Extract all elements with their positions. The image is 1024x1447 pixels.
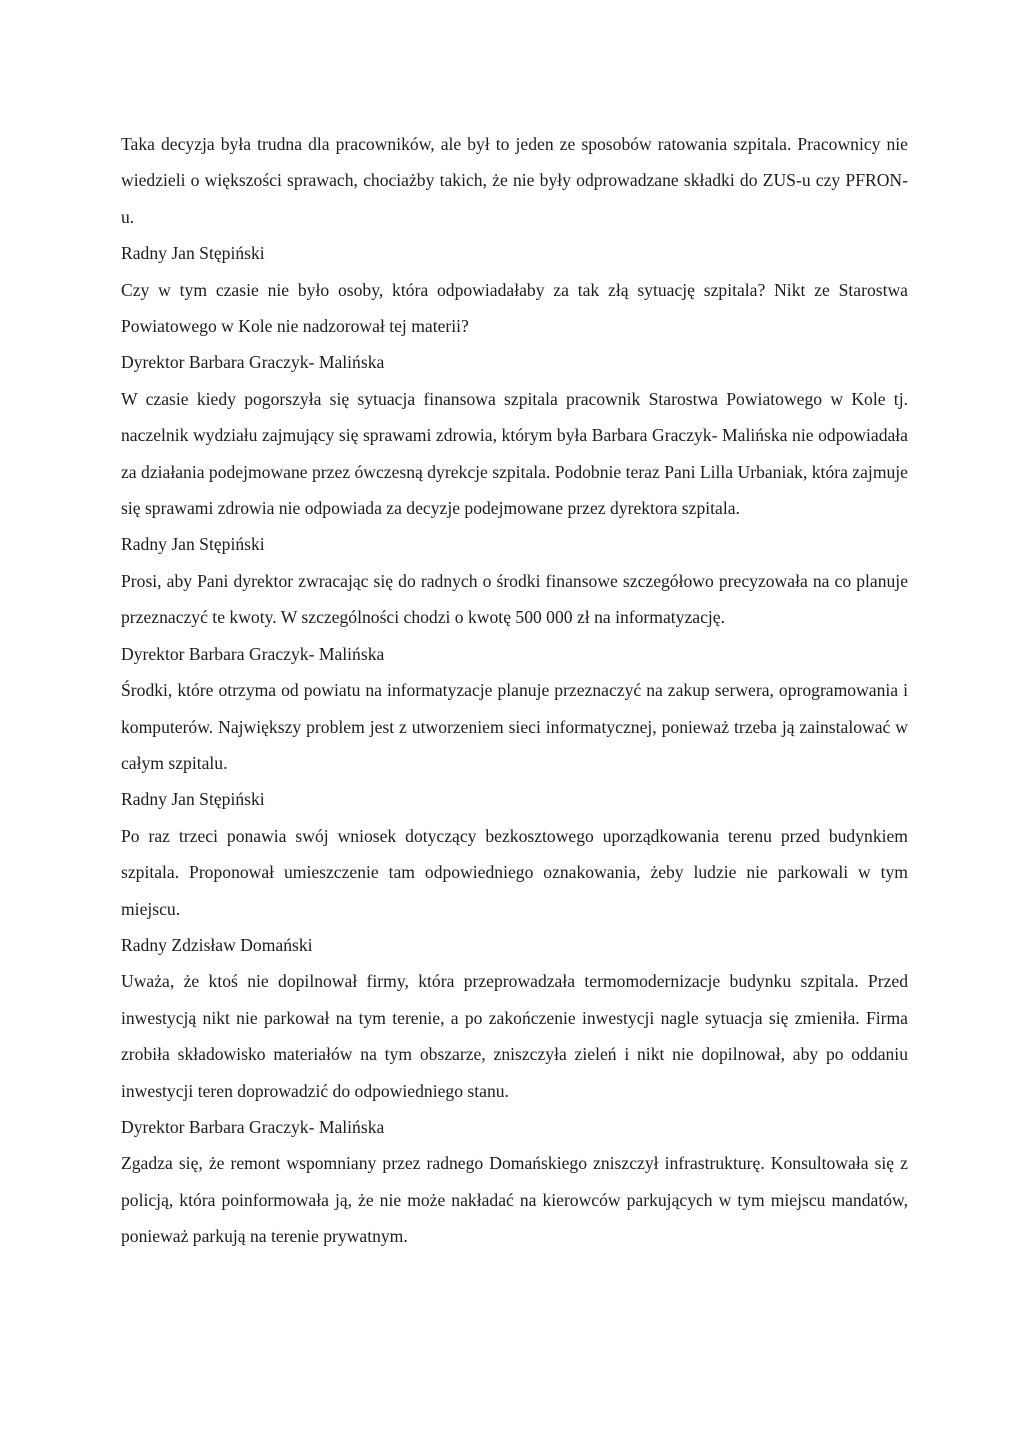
paragraph: Środki, które otrzyma od powiatu na informatyzacje planuje przeznaczyć na zakup serwera, oprogramowania i komputerów. Największy problem jest z utworzeniem sieci informatycznej, ponieważ trzeba ją zainstalować w całym szpitalu. xyxy=(121,680,908,773)
speaker-name: Radny Jan Stępiński xyxy=(121,534,265,555)
paragraph: W czasie kiedy pogorszyła się sytuacja finansowa szpitala pracownik Starostwa Powiatowego w Kole tj. naczelnik wydziału zajmujący się sprawami zdrowia, którym była Barbara Graczyk- Malińska nie odpowiadała za działania podejmowane przez ówczesną dyrekcje szpitala. Podobnie teraz Pani Lilla Urbaniak, która zajmuje się sprawami zdrowia nie odpowiada za decyzje podejmowane przez dyrektora szpitala. xyxy=(121,388,908,519)
paragraph: Prosi, aby Pani dyrektor zwracając się do radnych o środki finansowe szczegółowo precyzowała na co planuje przeznaczyć te kwoty. W szczególności chodzi o kwotę 500 000 zł na informatyzację. xyxy=(121,570,908,628)
speaker-name: Radny Jan Stępiński xyxy=(121,243,265,264)
speaker-name: Radny Zdzisław Domański xyxy=(121,934,313,955)
speaker-name: Dyrektor Barbara Graczyk- Malińska xyxy=(121,352,385,373)
paragraph: Uważa, że ktoś nie dopilnował firmy, która przeprowadzała termomodernizacje budynku szpitala. Przed inwestycją nikt nie parkował na tym terenie, a po zakończenie inwestycji nagle sytuacja się zmieniła. Firma zrobiła składowisko materiałów na tym obszarze, zniszczyła zieleń i nikt nie dopilnował, aby po oddaniu inwestycji teren doprowadzić do odpowiedniego stanu. xyxy=(121,971,908,1101)
speaker-name: Radny Jan Stępiński xyxy=(121,789,265,810)
paragraph: Czy w tym czasie nie było osoby, która odpowiadałaby za tak złą sytuację szpitala? Nikt ze Starostwa Powiatowego w Kole nie nadzorował tej materii? xyxy=(121,279,908,337)
speaker-name: Dyrektor Barbara Graczyk- Malińska xyxy=(121,1116,385,1137)
speaker-name: Dyrektor Barbara Graczyk- Malińska xyxy=(121,643,385,664)
document-page xyxy=(121,126,908,1255)
paragraph: Po raz trzeci ponawia swój wniosek dotyczący bezkosztowego uporządkowania terenu przed budynkiem szpitala. Proponował umieszczenie tam odpowiedniego oznakowania, żeby ludzie nie parkowali w tym miejscu. xyxy=(121,825,908,919)
paragraph: Zgadza się, że remont wspomniany przez radnego Domańskiego zniszczył infrastrukturę. Konsultowała się z policją, która poinformowała ją, że nie może nakładać na kierowców parkujących w tym miejscu mandatów, ponieważ parkują na terenie prywatnym. xyxy=(121,1153,908,1247)
paragraph: Taka decyzja była trudna dla pracowników, ale był to jeden ze sposobów ratowania szpitala. Pracownicy nie wiedzieli o większości sprawach, chociażby takich, że nie były odprowadzane składki do ZUS-u czy PFRON-u. xyxy=(121,134,908,227)
